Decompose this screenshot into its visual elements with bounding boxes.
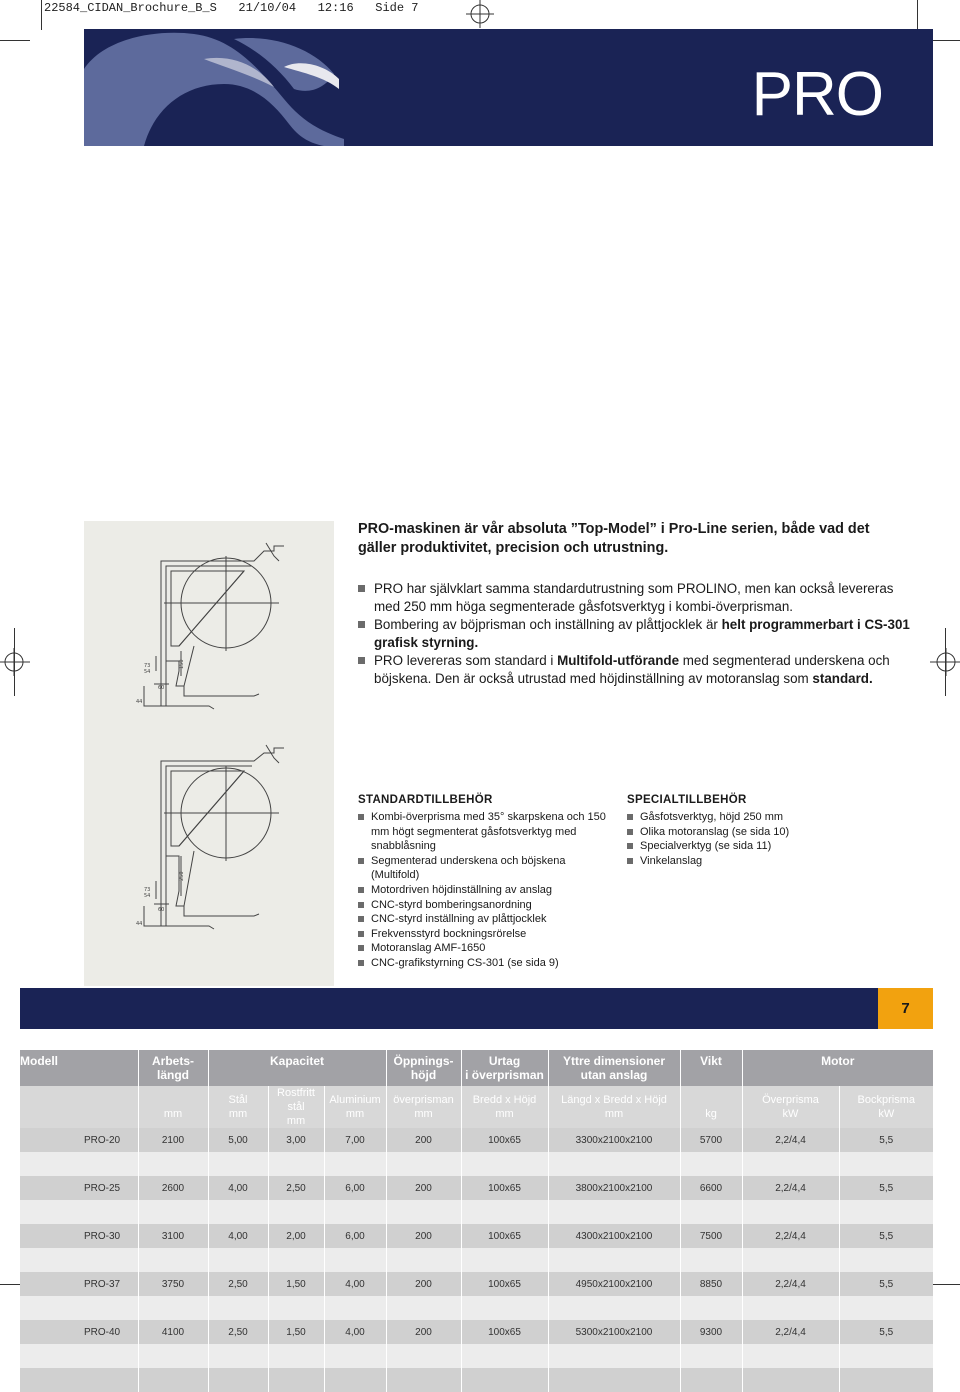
list-item-text: Motoranslag AMF-1650 (371, 942, 486, 955)
table-cell (680, 1296, 742, 1320)
table-cell (742, 1200, 839, 1224)
list-item-emphasis: helt programmerbart i CS-301 grafisk styrning. (374, 617, 910, 650)
table-cell (268, 1368, 324, 1392)
crop-mark (945, 628, 946, 696)
table-cell (138, 1248, 208, 1272)
table-cell: 200 (386, 1272, 461, 1296)
table-row (20, 1272, 933, 1296)
table-cell (208, 1200, 268, 1224)
registration-mark-icon (466, 0, 494, 28)
crop-mark (930, 40, 960, 41)
bullet-square-icon (358, 657, 365, 664)
table-cell (742, 1152, 839, 1176)
table-cell (386, 1248, 461, 1272)
table-cell: 3300x2100x2100 (548, 1128, 680, 1152)
table-cell: 200 (386, 1224, 461, 1248)
bullet-square-icon (358, 931, 364, 937)
column-subheader (20, 1086, 138, 1128)
page-number: 7 (878, 988, 933, 1029)
list-item-text: Specialverktyg (se sida 11) (640, 840, 772, 853)
table-cell: 200 (386, 1128, 461, 1152)
bullet-square-icon (627, 843, 633, 849)
table-cell (138, 1368, 208, 1392)
list-item-text: Vinkelanslag (640, 854, 703, 867)
bullet-square-icon (627, 858, 633, 864)
intro-paragraph: PRO-maskinen är vår absoluta ”Top-Model” i Pro-Line serien, både vad det gäller produktivitet, precision och utrustning. (358, 521, 870, 556)
table-cell: 2100 (138, 1128, 208, 1152)
column-header (386, 1050, 461, 1086)
footer-bar (20, 988, 878, 1029)
table-cell: 2,2/4,4 (742, 1128, 839, 1152)
table-cell (138, 1200, 208, 1224)
table-cell: 6,00 (324, 1224, 386, 1248)
column-subheader: överprisman mm (386, 1086, 461, 1128)
list-item (358, 810, 613, 854)
table-cell: 2,50 (208, 1272, 268, 1296)
table-cell (839, 1248, 933, 1272)
list-item-text: Motordriven höjdinställning av anslag (371, 883, 552, 896)
table-cell (742, 1248, 839, 1272)
bullet-square-icon (358, 945, 364, 951)
table-row (20, 1128, 933, 1152)
table-cell (839, 1368, 933, 1392)
table-cell: 5,5 (839, 1320, 933, 1344)
list-item-text: PRO levereras som standard i (374, 653, 558, 668)
column-header (548, 1050, 680, 1086)
column-header-line: i överprisman (465, 1068, 544, 1082)
table-cell: 100x65 (461, 1224, 548, 1248)
table-row (20, 1176, 933, 1200)
column-subheader: Längd x Bredd x Höjd mm (548, 1086, 680, 1128)
table-cell: 5,5 (839, 1128, 933, 1152)
table-cell (138, 1152, 208, 1176)
table-cell (386, 1296, 461, 1320)
list-item (358, 616, 918, 652)
table-cell (680, 1368, 742, 1392)
table-cell: 5,5 (839, 1224, 933, 1248)
feature-list (358, 580, 918, 688)
table-cell: 100x65 (461, 1272, 548, 1296)
table-cell: 1,50 (268, 1272, 324, 1296)
table-cell: 2,2/4,4 (742, 1320, 839, 1344)
list-item-text: med segmenterad underskena och böjskena. Den är också utrustad med höjdinställning av motoranslag som (374, 653, 890, 686)
table-cell (548, 1200, 680, 1224)
dimension-label: 73 (144, 887, 151, 893)
bullet-square-icon (358, 916, 364, 922)
table-cell: 200 (386, 1176, 461, 1200)
standard-accessories-list (358, 810, 613, 971)
column-header-line: Arbets- (151, 1054, 194, 1068)
column-header: Modell (20, 1050, 138, 1086)
dimension-label: 150 (179, 659, 185, 669)
table-spacer-row (20, 1248, 933, 1272)
table-cell (324, 1344, 386, 1368)
list-item-text: CNC-styrd bomberingsanordning (371, 898, 532, 911)
table-cell: 6,00 (324, 1176, 386, 1200)
table-spacer-row (20, 1200, 933, 1224)
list-item (627, 810, 887, 825)
table-cell: 4,00 (208, 1176, 268, 1200)
technical-drawing-panel (84, 521, 334, 986)
table-cell (548, 1368, 680, 1392)
table-cell: 2,2/4,4 (742, 1176, 839, 1200)
table-cell (680, 1248, 742, 1272)
dimension-label: 54 (144, 669, 151, 675)
list-item (627, 854, 887, 869)
table-header-row (20, 1050, 933, 1086)
crop-mark (41, 0, 42, 30)
table-cell (461, 1296, 548, 1320)
column-header: Motor (742, 1050, 933, 1086)
table-spacer-row (20, 1368, 933, 1392)
dimension-label: 44 (136, 921, 143, 927)
table-cell (548, 1344, 680, 1368)
crop-mark (930, 1284, 960, 1285)
model-cell: PRO-20 (20, 1128, 138, 1152)
list-item-text: PRO har självklart samma standardutrustning som PROLINO, men kan också levereras med 250 mm höga segmenterade gåsfotsverktyg i kombi-överprisman. (374, 581, 894, 614)
table-cell: 4,00 (208, 1224, 268, 1248)
list-item-text: Frekvensstyrd bockningsrörelse (371, 927, 527, 940)
column-header: Kapacitet (208, 1050, 386, 1086)
table-cell: 100x65 (461, 1128, 548, 1152)
column-subheader: Överprisma kW (742, 1086, 839, 1128)
header-banner (84, 29, 933, 146)
table-spacer-row (20, 1344, 933, 1368)
list-item (358, 652, 918, 688)
table-cell: 8850 (680, 1272, 742, 1296)
table-cell (461, 1152, 548, 1176)
table-cell (386, 1200, 461, 1224)
table-cell: 2,2/4,4 (742, 1224, 839, 1248)
bullet-square-icon (358, 621, 365, 628)
table-spacer-row (20, 1296, 933, 1320)
column-header (461, 1050, 548, 1086)
bullet-square-icon (358, 902, 364, 908)
bullet-square-icon (627, 829, 633, 835)
table-cell: 3800x2100x2100 (548, 1176, 680, 1200)
list-item-text: Segmenterad underskena och böjskena (Multifold) (371, 854, 566, 882)
model-cell: PRO-40 (20, 1320, 138, 1344)
table-cell (138, 1344, 208, 1368)
table-cell (324, 1296, 386, 1320)
table-cell: 2,00 (268, 1224, 324, 1248)
dimension-label: 250 (179, 871, 185, 881)
bullet-square-icon (358, 814, 364, 820)
table-cell (386, 1152, 461, 1176)
page-title: PRO (751, 60, 883, 129)
table-cell: 5300x2100x2100 (548, 1320, 680, 1344)
table-cell (839, 1200, 933, 1224)
table-cell (680, 1152, 742, 1176)
dimension-label: 60 (158, 907, 165, 913)
list-item-emphasis: Multifold-utförande (557, 653, 680, 668)
special-accessories-title: SPECIALTILLBEHÖR (627, 794, 747, 806)
table-cell: 5700 (680, 1128, 742, 1152)
table-cell: 4,00 (324, 1272, 386, 1296)
table-cell (386, 1344, 461, 1368)
table-cell: 2600 (138, 1176, 208, 1200)
bullet-square-icon (358, 960, 364, 966)
bullet-square-icon (358, 887, 364, 893)
table-cell: 5,5 (839, 1272, 933, 1296)
table-cell (268, 1248, 324, 1272)
registration-mark-icon (0, 648, 30, 676)
table-cell: 2,50 (268, 1176, 324, 1200)
list-item-text: CNC-styrd inställning av plåttjocklek (371, 913, 547, 926)
table-cell (268, 1200, 324, 1224)
tool-profile-drawing-bottom (84, 741, 334, 941)
table-cell (138, 1296, 208, 1320)
table-cell: 2,50 (208, 1320, 268, 1344)
list-item (358, 898, 613, 913)
list-item (358, 927, 613, 942)
list-item (358, 941, 613, 956)
table-cell (208, 1368, 268, 1392)
table-cell (548, 1248, 680, 1272)
table-cell (680, 1344, 742, 1368)
table-cell (208, 1344, 268, 1368)
column-subheader: Rostfritt stål mm (268, 1086, 324, 1128)
list-item (627, 839, 887, 854)
table-cell (324, 1248, 386, 1272)
table-cell (268, 1152, 324, 1176)
table-cell (461, 1344, 548, 1368)
table-cell (742, 1296, 839, 1320)
table-cell: 3100 (138, 1224, 208, 1248)
table-cell (839, 1296, 933, 1320)
table-cell: 100x65 (461, 1176, 548, 1200)
table-cell (461, 1368, 548, 1392)
list-item (358, 956, 613, 971)
bullet-square-icon (358, 858, 364, 864)
list-item (358, 854, 613, 883)
table-cell: 7500 (680, 1224, 742, 1248)
table-cell: 5,00 (208, 1128, 268, 1152)
table-cell (461, 1200, 548, 1224)
column-header-line: Yttre dimensioner (562, 1054, 666, 1068)
column-header (138, 1050, 208, 1086)
table-cell: 3,00 (268, 1128, 324, 1152)
list-item (358, 883, 613, 898)
list-item (627, 825, 887, 840)
column-subheader: Stål mm (208, 1086, 268, 1128)
bullet-square-icon (358, 585, 365, 592)
table-cell (20, 1368, 138, 1392)
table-cell: 7,00 (324, 1128, 386, 1152)
list-item-text: Olika motoranslag (se sida 10) (640, 825, 790, 838)
table-cell (839, 1344, 933, 1368)
tool-profile-drawing-top (84, 521, 334, 721)
table-cell: 4100 (138, 1320, 208, 1344)
table-cell: 4,00 (324, 1320, 386, 1344)
dimension-label: 60 (158, 685, 165, 691)
list-item-text: Kombi-överprisma med 35° skarpskena och 150 mm högt segmenterat gåsfotsverktyg med snabblåsning (371, 811, 606, 853)
table-cell (268, 1344, 324, 1368)
table-cell (324, 1368, 386, 1392)
table-cell (208, 1296, 268, 1320)
table-cell: 100x65 (461, 1320, 548, 1344)
table-cell: 6600 (680, 1176, 742, 1200)
brand-swoosh-icon (84, 29, 344, 146)
crop-mark (14, 628, 15, 696)
column-header-line: Urtag (488, 1054, 521, 1068)
table-cell (548, 1152, 680, 1176)
table-row (20, 1320, 933, 1344)
table-cell (742, 1368, 839, 1392)
column-subheader: mm (138, 1086, 208, 1128)
table-cell: 1,50 (268, 1320, 324, 1344)
column-header-line: utan anslag (580, 1068, 648, 1082)
table-cell (324, 1152, 386, 1176)
column-header: Vikt (680, 1050, 742, 1086)
table-cell: 5,5 (839, 1176, 933, 1200)
list-item-text: Gåsfotsverktyg, höjd 250 mm (640, 811, 784, 823)
table-row (20, 1224, 933, 1248)
table-cell (208, 1152, 268, 1176)
list-item-text: CNC-grafikstyrning CS-301 (se sida 9) (371, 956, 559, 969)
column-header-line: höjd (410, 1068, 437, 1082)
dimension-label: 54 (144, 893, 151, 899)
model-cell: PRO-30 (20, 1224, 138, 1248)
model-cell: PRO-25 (20, 1176, 138, 1200)
table-subheader-row (20, 1086, 933, 1128)
table-cell (268, 1296, 324, 1320)
table-cell: 4950x2100x2100 (548, 1272, 680, 1296)
table-cell (742, 1344, 839, 1368)
list-item-emphasis: standard. (812, 671, 873, 686)
table-cell (680, 1200, 742, 1224)
table-cell (20, 1296, 138, 1320)
column-subheader: Aluminium mm (324, 1086, 386, 1128)
table-cell (20, 1344, 138, 1368)
column-subheader: Bockprisma kW (839, 1086, 933, 1128)
special-accessories-list (627, 810, 887, 868)
table-cell: 9300 (680, 1320, 742, 1344)
table-cell (208, 1248, 268, 1272)
column-subheader: Bredd x Höjd mm (461, 1086, 548, 1128)
table-cell: 2,2/4,4 (742, 1272, 839, 1296)
table-cell (386, 1368, 461, 1392)
table-cell (324, 1200, 386, 1224)
dimension-label: 73 (144, 663, 151, 669)
table-cell (461, 1248, 548, 1272)
table-cell (548, 1296, 680, 1320)
table-cell: 3750 (138, 1272, 208, 1296)
table-cell (20, 1200, 138, 1224)
column-header-line: längd (157, 1068, 189, 1082)
list-item-text: Bombering av böjprisman och inställning av plåttjocklek är (374, 617, 722, 632)
standard-accessories-title: STANDARDTILLBEHÖR (358, 794, 493, 806)
dimension-label: 44 (136, 699, 143, 705)
bullet-square-icon (627, 814, 633, 820)
table-cell (20, 1152, 138, 1176)
column-header-line: Öppnings- (393, 1054, 454, 1068)
specification-table (20, 1050, 933, 1392)
table-cell: 200 (386, 1320, 461, 1344)
model-cell: PRO-37 (20, 1272, 138, 1296)
print-slug: 22584_CIDAN_Brochure_B_S 21/10/04 12:16 Side 7 (44, 1, 419, 15)
list-item (358, 580, 918, 616)
table-cell: 4300x2100x2100 (548, 1224, 680, 1248)
crop-mark (917, 0, 918, 30)
crop-mark (0, 40, 30, 41)
column-subheader: kg (680, 1086, 742, 1128)
table-cell (20, 1248, 138, 1272)
table-spacer-row (20, 1152, 933, 1176)
list-item (358, 912, 613, 927)
table-cell (839, 1152, 933, 1176)
